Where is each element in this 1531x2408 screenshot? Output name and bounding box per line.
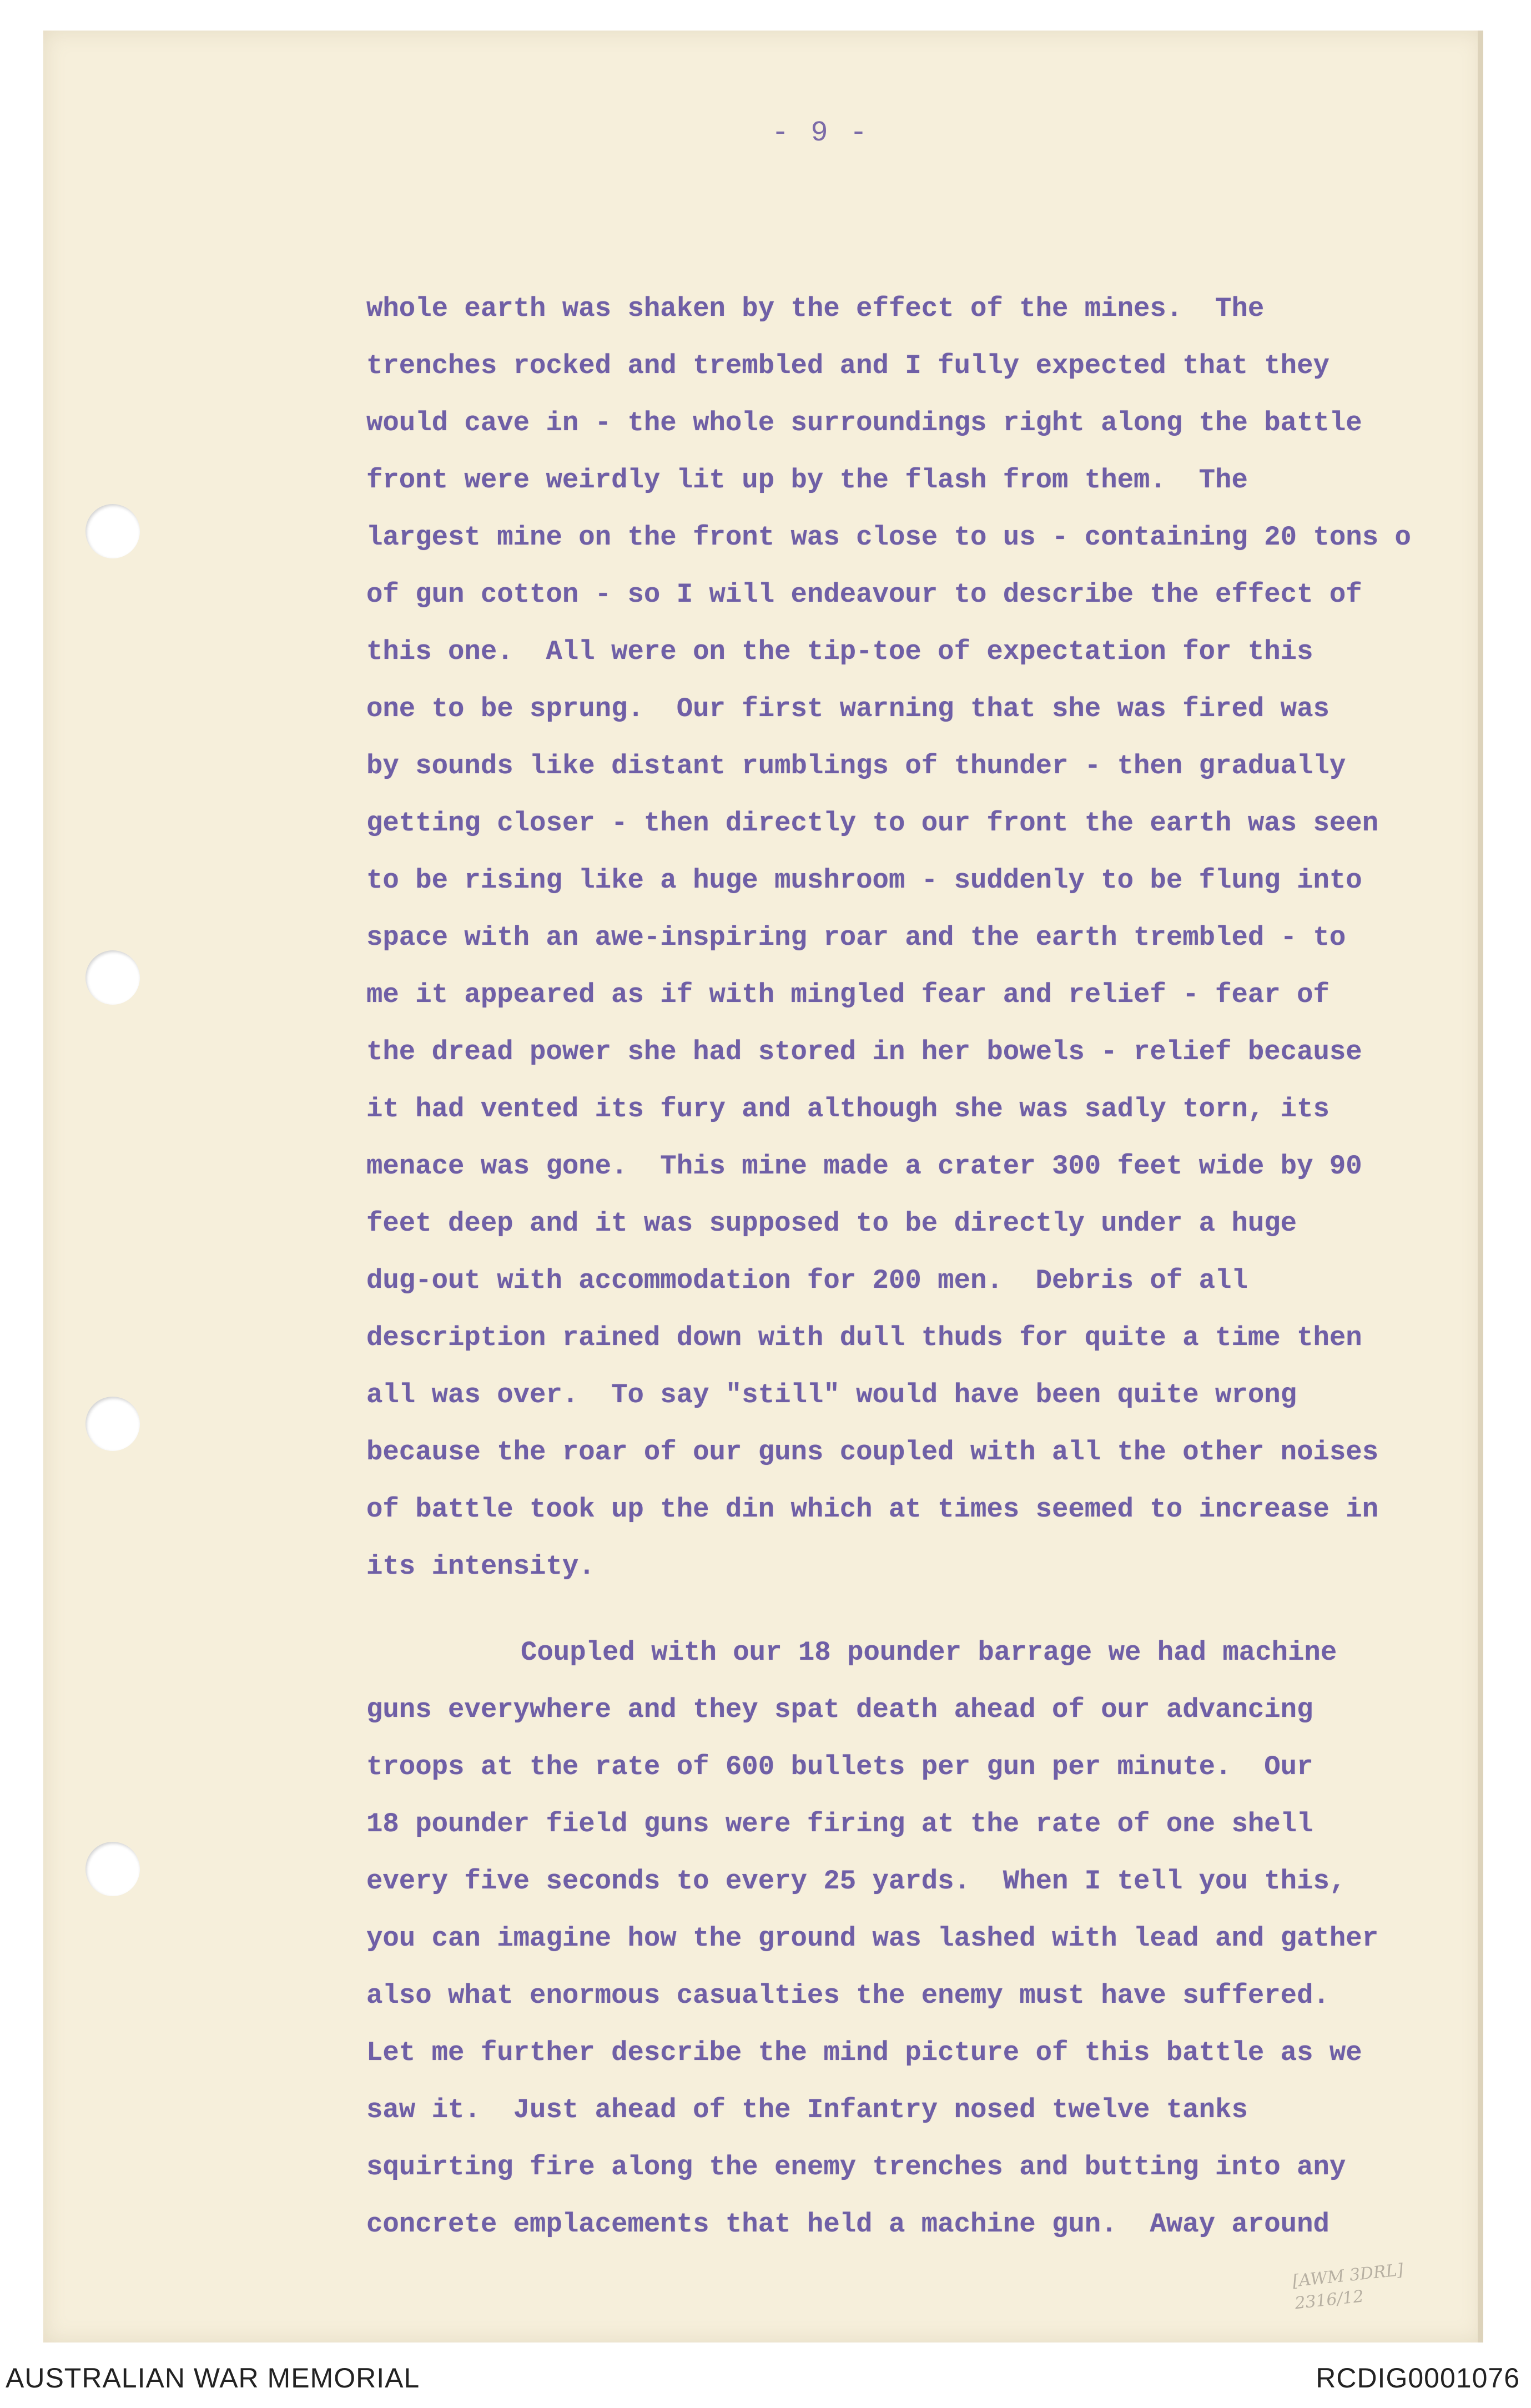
binder-hole [85, 950, 140, 1005]
text-line: the dread power she had stored in her bowels - relief because [366, 1036, 1362, 1067]
typed-text-body [366, 280, 1482, 2253]
text-line: one to be sprung. Our first warning that she was fired was [366, 693, 1329, 724]
archive-footer-name: AUSTRALIAN WAR MEMORIAL [6, 2362, 420, 2394]
text-line: menace was gone. This mine made a crater 300 feet wide by 90 [366, 1151, 1362, 1182]
text-line: me it appeared as if with mingled fear and relief - fear of [366, 979, 1329, 1010]
text-line: you can imagine how the ground was lashed with lead and gather [366, 1923, 1379, 1954]
text-line: Coupled with our 18 pounder barrage we had machine [521, 1637, 1337, 1668]
paragraph [366, 1624, 1482, 2253]
paragraph-spacer [366, 1595, 1482, 1624]
text-line: largest mine on the front was close to us - containing 20 tons o [366, 522, 1411, 553]
text-line: this one. All were on the tip-toe of expectation for this [366, 636, 1313, 667]
text-line: troops at the rate of 600 bullets per gun per minute. Our [366, 1751, 1313, 1782]
text-line: 18 pounder field guns were firing at the rate of one shell [366, 1808, 1313, 1840]
text-line: whole earth was shaken by the effect of the mines. The [366, 293, 1265, 324]
text-line: squirting fire along the enemy trenches and butting into any [366, 2152, 1346, 2183]
text-line: of gun cotton - so I will endeavour to describe the effect of [366, 579, 1362, 610]
text-line: front were weirdly lit up by the flash from them. The [366, 465, 1248, 496]
text-line: Let me further describe the mind picture of this battle as we [366, 2037, 1362, 2068]
text-line: because the roar of our guns coupled with all the other noises [366, 1437, 1379, 1468]
text-line: guns everywhere and they spat death ahead of our advancing [366, 1694, 1313, 1725]
text-line: by sounds like distant rumblings of thunder - then gradually [366, 750, 1346, 782]
text-line: also what enormous casualties the enemy must have suffered. [366, 1980, 1329, 2011]
text-line: every five seconds to every 25 yards. When I tell you this, [366, 1866, 1346, 1897]
archive-footer-id: RCDIG0001076 [1316, 2362, 1520, 2394]
text-line: would cave in - the whole surroundings right along the battle [366, 407, 1362, 439]
page-number: - 9 - [772, 117, 870, 149]
text-line: description rained down with dull thuds for quite a time then [366, 1322, 1362, 1353]
binder-hole [85, 504, 140, 558]
text-line: getting closer - then directly to our front the earth was seen [366, 808, 1379, 839]
text-line: feet deep and it was supposed to be directly under a huge [366, 1208, 1297, 1239]
text-line: dug-out with accommodation for 200 men. Debris of all [366, 1265, 1248, 1296]
text-line: all was over. To say "still" would have been quite wrong [366, 1379, 1297, 1410]
text-line: trenches rocked and trembled and I fully expected that they [366, 350, 1329, 381]
pencil-note-line: 2316/12 [1293, 2286, 1365, 2314]
pencil-note-line: [AWM 3DRL] [1291, 2260, 1404, 2291]
text-line: space with an awe-inspiring roar and the earth trembled - to [366, 922, 1346, 953]
text-line: concrete emplacements that held a machine gun. Away around [366, 2209, 1329, 2240]
text-line: its intensity. [366, 1551, 595, 1582]
text-line: saw it. Just ahead of the Infantry nosed twelve tanks [366, 2094, 1248, 2125]
text-line: of battle took up the din which at times seemed to increase in [366, 1494, 1379, 1525]
text-line: to be rising like a huge mushroom - suddenly to be flung into [366, 865, 1362, 896]
text-line: it had vented its fury and although she was sadly torn, its [366, 1094, 1329, 1125]
binder-hole [85, 1842, 140, 1896]
paragraph [366, 280, 1482, 1595]
binder-hole [85, 1397, 140, 1451]
